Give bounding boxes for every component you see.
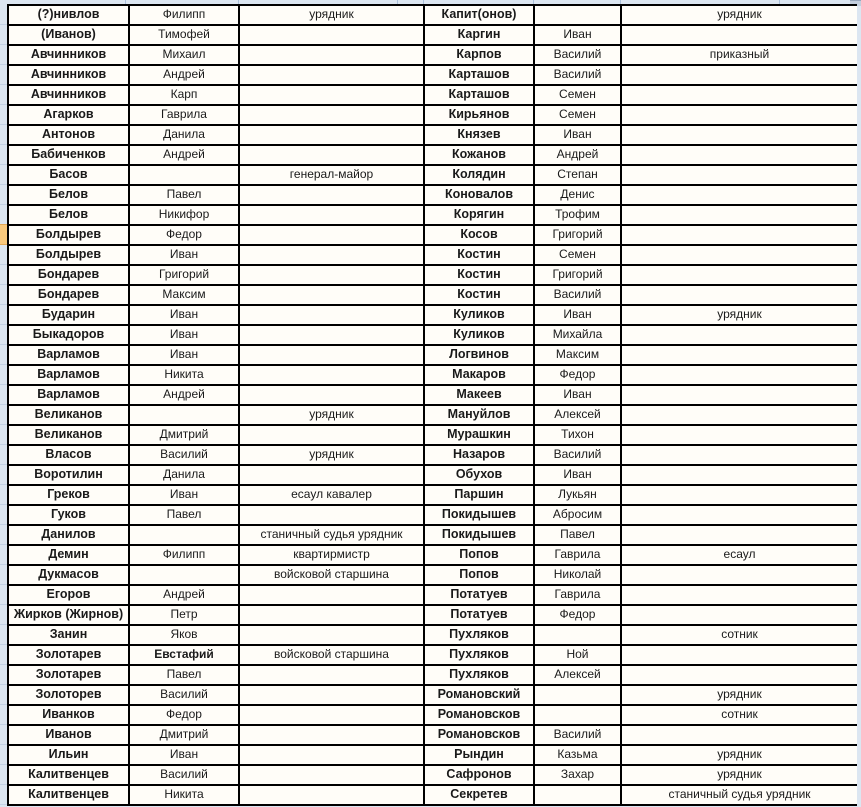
- surname-right-cell[interactable]: Карташов: [423, 64, 533, 84]
- surname-left-cell[interactable]: Агарков: [7, 104, 128, 124]
- firstname-right-cell[interactable]: [533, 784, 620, 804]
- surname-left-cell[interactable]: Калитвенцев: [7, 784, 128, 804]
- surname-left-cell[interactable]: Иванков: [7, 704, 128, 724]
- rank-left-cell[interactable]: [238, 504, 423, 524]
- firstname-left-cell[interactable]: Карп: [128, 84, 238, 104]
- rank-right-cell[interactable]: [620, 284, 857, 304]
- rank-right-cell[interactable]: [620, 264, 857, 284]
- rank-right-cell[interactable]: [620, 24, 857, 44]
- rank-left-cell[interactable]: [238, 604, 423, 624]
- firstname-right-cell[interactable]: Семен: [533, 104, 620, 124]
- surname-right-cell[interactable]: Каргин: [423, 24, 533, 44]
- rank-left-cell[interactable]: [238, 144, 423, 164]
- left-margin-strip: [0, 0, 7, 807]
- firstname-left-cell[interactable]: Евстафий: [128, 644, 238, 664]
- surname-left-cell[interactable]: Бондарев: [7, 264, 128, 284]
- firstname-right-cell[interactable]: [533, 704, 620, 724]
- firstname-right-cell[interactable]: Иван: [533, 304, 620, 324]
- rank-left-cell[interactable]: [238, 204, 423, 224]
- rank-right-cell[interactable]: [620, 144, 857, 164]
- firstname-left-cell[interactable]: Андрей: [128, 144, 238, 164]
- rank-left-cell[interactable]: [238, 724, 423, 744]
- gridline-tick: [620, 0, 621, 4]
- firstname-left-cell[interactable]: Андрей: [128, 384, 238, 404]
- firstname-right-cell[interactable]: Михайла: [533, 324, 620, 344]
- firstname-right-cell[interactable]: Абросим: [533, 504, 620, 524]
- surname-right-cell[interactable]: Пухляков: [423, 644, 533, 664]
- surname-left-cell[interactable]: Болдырев: [7, 224, 128, 244]
- surname-right-cell[interactable]: Паршин: [423, 484, 533, 504]
- firstname-right-cell[interactable]: Тихон: [533, 424, 620, 444]
- rank-left-cell[interactable]: [238, 284, 423, 304]
- surname-right-cell[interactable]: Макеев: [423, 384, 533, 404]
- surname-right-cell[interactable]: Логвинов: [423, 344, 533, 364]
- firstname-left-cell[interactable]: Тимофей: [128, 24, 238, 44]
- surname-right-cell[interactable]: Попов: [423, 564, 533, 584]
- firstname-left-cell[interactable]: Федор: [128, 224, 238, 244]
- surname-left-cell[interactable]: Авчинников: [7, 84, 128, 104]
- firstname-right-cell[interactable]: Семен: [533, 244, 620, 264]
- surname-left-cell[interactable]: Ильин: [7, 744, 128, 764]
- firstname-left-cell[interactable]: Яков: [128, 624, 238, 644]
- firstname-right-cell[interactable]: Алексей: [533, 664, 620, 684]
- rank-right-cell[interactable]: [620, 384, 857, 404]
- firstname-left-cell[interactable]: Григорий: [128, 264, 238, 284]
- firstname-right-cell[interactable]: [533, 684, 620, 704]
- rank-left-cell[interactable]: [238, 224, 423, 244]
- surname-right-cell[interactable]: Романовсков: [423, 724, 533, 744]
- firstname-left-cell[interactable]: Филипп: [128, 544, 238, 564]
- surname-left-cell[interactable]: Егоров: [7, 584, 128, 604]
- rank-left-cell[interactable]: [238, 364, 423, 384]
- firstname-left-cell[interactable]: Василий: [128, 764, 238, 784]
- surname-left-cell[interactable]: Варламов: [7, 344, 128, 364]
- surname-right-cell[interactable]: Куликов: [423, 304, 533, 324]
- rank-right-cell[interactable]: [620, 644, 857, 664]
- rank-left-cell[interactable]: [238, 344, 423, 364]
- firstname-left-cell[interactable]: Иван: [128, 344, 238, 364]
- firstname-right-cell[interactable]: Василий: [533, 444, 620, 464]
- firstname-right-cell[interactable]: Григорий: [533, 224, 620, 244]
- rank-left-cell[interactable]: [238, 384, 423, 404]
- gridline-tick: [533, 0, 534, 4]
- firstname-left-cell[interactable]: Филипп: [128, 4, 238, 24]
- surname-left-cell[interactable]: Иванов: [7, 724, 128, 744]
- rank-right-cell[interactable]: [620, 244, 857, 264]
- firstname-left-cell[interactable]: Иван: [128, 744, 238, 764]
- surname-left-cell[interactable]: Золоторев: [7, 684, 128, 704]
- surname-right-cell[interactable]: Карташов: [423, 84, 533, 104]
- firstname-right-cell[interactable]: Иван: [533, 384, 620, 404]
- surname-right-cell[interactable]: Кожанов: [423, 144, 533, 164]
- surname-right-cell[interactable]: Косов: [423, 224, 533, 244]
- firstname-right-cell[interactable]: Василий: [533, 64, 620, 84]
- rank-right-cell[interactable]: [620, 224, 857, 244]
- surname-left-cell[interactable]: Белов: [7, 204, 128, 224]
- rank-right-cell[interactable]: [620, 164, 857, 184]
- surname-left-cell[interactable]: Антонов: [7, 124, 128, 144]
- surname-right-cell[interactable]: Романовский: [423, 684, 533, 704]
- firstname-left-cell[interactable]: Андрей: [128, 584, 238, 604]
- surname-right-cell[interactable]: Потатуев: [423, 604, 533, 624]
- rank-left-cell[interactable]: урядник: [238, 404, 423, 424]
- firstname-right-cell[interactable]: [533, 4, 620, 24]
- rank-right-cell[interactable]: [620, 184, 857, 204]
- surname-left-cell[interactable]: Демин: [7, 544, 128, 564]
- firstname-left-cell[interactable]: Дмитрий: [128, 724, 238, 744]
- rank-left-cell[interactable]: [238, 424, 423, 444]
- rank-right-cell[interactable]: сотник: [620, 704, 857, 724]
- rank-right-cell[interactable]: [620, 124, 857, 144]
- rank-right-cell[interactable]: [620, 404, 857, 424]
- rank-right-cell[interactable]: [620, 444, 857, 464]
- firstname-left-cell[interactable]: Никифор: [128, 204, 238, 224]
- firstname-left-cell[interactable]: Гаврила: [128, 104, 238, 124]
- rank-right-cell[interactable]: есаул: [620, 544, 857, 564]
- surname-left-cell[interactable]: (Иванов): [7, 24, 128, 44]
- firstname-right-cell[interactable]: Трофим: [533, 204, 620, 224]
- surname-left-cell[interactable]: Басов: [7, 164, 128, 184]
- gridline-tick: [423, 0, 424, 4]
- surname-right-cell[interactable]: Макаров: [423, 364, 533, 384]
- firstname-right-cell[interactable]: Федор: [533, 604, 620, 624]
- rank-left-cell[interactable]: [238, 84, 423, 104]
- firstname-right-cell[interactable]: Ной: [533, 644, 620, 664]
- surname-right-cell[interactable]: Покидышев: [423, 504, 533, 524]
- rank-left-cell[interactable]: [238, 184, 423, 204]
- firstname-left-cell[interactable]: Данила: [128, 464, 238, 484]
- surname-left-cell[interactable]: Власов: [7, 444, 128, 464]
- firstname-left-cell[interactable]: Максим: [128, 284, 238, 304]
- firstname-right-cell[interactable]: Иван: [533, 24, 620, 44]
- firstname-left-cell[interactable]: Данила: [128, 124, 238, 144]
- rank-left-cell[interactable]: [238, 624, 423, 644]
- firstname-right-cell[interactable]: Григорий: [533, 264, 620, 284]
- firstname-left-cell[interactable]: Иван: [128, 244, 238, 264]
- rank-right-cell[interactable]: [620, 104, 857, 124]
- rank-right-cell[interactable]: [620, 64, 857, 84]
- surname-left-cell[interactable]: Гуков: [7, 504, 128, 524]
- surname-right-cell[interactable]: Костин: [423, 244, 533, 264]
- surname-left-cell[interactable]: Воротилин: [7, 464, 128, 484]
- firstname-right-cell[interactable]: Алексей: [533, 404, 620, 424]
- surname-right-cell[interactable]: Попов: [423, 544, 533, 564]
- surname-right-cell[interactable]: Мурашкин: [423, 424, 533, 444]
- firstname-left-cell[interactable]: Иван: [128, 324, 238, 344]
- firstname-right-cell[interactable]: Василий: [533, 724, 620, 744]
- surname-right-cell[interactable]: Сафронов: [423, 764, 533, 784]
- rank-right-cell[interactable]: сотник: [620, 624, 857, 644]
- rank-left-cell[interactable]: [238, 24, 423, 44]
- surname-right-cell[interactable]: Мануйлов: [423, 404, 533, 424]
- firstname-right-cell[interactable]: Василий: [533, 284, 620, 304]
- rank-right-cell[interactable]: [620, 344, 857, 364]
- surname-left-cell[interactable]: Золотарев: [7, 664, 128, 684]
- rank-left-cell[interactable]: [238, 44, 423, 64]
- surname-left-cell[interactable]: Дукмасов: [7, 564, 128, 584]
- surname-left-cell[interactable]: Авчинников: [7, 44, 128, 64]
- rank-left-cell[interactable]: [238, 704, 423, 724]
- firstname-right-cell[interactable]: Захар: [533, 764, 620, 784]
- surname-left-cell[interactable]: Варламов: [7, 384, 128, 404]
- surname-right-cell[interactable]: Секретев: [423, 784, 533, 804]
- rank-left-cell[interactable]: [238, 324, 423, 344]
- firstname-left-cell[interactable]: Михаил: [128, 44, 238, 64]
- rank-left-cell[interactable]: генерал-майор: [238, 164, 423, 184]
- firstname-right-cell[interactable]: Гаврила: [533, 584, 620, 604]
- rank-right-cell[interactable]: урядник: [620, 684, 857, 704]
- firstname-left-cell[interactable]: Василий: [128, 684, 238, 704]
- firstname-left-cell[interactable]: Дмитрий: [128, 424, 238, 444]
- surname-left-cell[interactable]: Варламов: [7, 364, 128, 384]
- surname-right-cell[interactable]: Покидышев: [423, 524, 533, 544]
- rank-left-cell[interactable]: [238, 464, 423, 484]
- firstname-left-cell[interactable]: Павел: [128, 504, 238, 524]
- gridline-tick: [238, 0, 239, 4]
- firstname-left-cell[interactable]: Иван: [128, 484, 238, 504]
- rank-left-cell[interactable]: войсковой старшина: [238, 564, 423, 584]
- firstname-left-cell[interactable]: Никита: [128, 364, 238, 384]
- firstname-right-cell[interactable]: Иван: [533, 124, 620, 144]
- gridline-tick: [779, 0, 780, 4]
- rank-left-cell[interactable]: урядник: [238, 444, 423, 464]
- rank-right-cell[interactable]: урядник: [620, 744, 857, 764]
- rank-right-cell[interactable]: урядник: [620, 764, 857, 784]
- firstname-right-cell[interactable]: [533, 624, 620, 644]
- names-table: [7, 4, 857, 806]
- surname-left-cell[interactable]: Белов: [7, 184, 128, 204]
- firstname-right-cell[interactable]: Василий: [533, 44, 620, 64]
- surname-left-cell[interactable]: Калитвенцев: [7, 764, 128, 784]
- rank-left-cell[interactable]: [238, 584, 423, 604]
- surname-right-cell[interactable]: Костин: [423, 264, 533, 284]
- rank-right-cell[interactable]: [620, 504, 857, 524]
- surname-left-cell[interactable]: Великанов: [7, 404, 128, 424]
- surname-left-cell[interactable]: (?)нивлов: [7, 4, 128, 24]
- firstname-left-cell[interactable]: Федор: [128, 704, 238, 724]
- rank-right-cell[interactable]: приказный: [620, 44, 857, 64]
- surname-right-cell[interactable]: Рындин: [423, 744, 533, 764]
- rank-right-cell[interactable]: [620, 204, 857, 224]
- firstname-right-cell[interactable]: Николай: [533, 564, 620, 584]
- rank-right-cell[interactable]: [620, 724, 857, 744]
- surname-right-cell[interactable]: Князев: [423, 124, 533, 144]
- firstname-right-cell[interactable]: Денис: [533, 184, 620, 204]
- rank-left-cell[interactable]: [238, 264, 423, 284]
- surname-left-cell[interactable]: Данилов: [7, 524, 128, 544]
- firstname-left-cell[interactable]: Василий: [128, 444, 238, 464]
- rank-right-cell[interactable]: [620, 664, 857, 684]
- surname-left-cell[interactable]: Греков: [7, 484, 128, 504]
- rank-left-cell[interactable]: [238, 124, 423, 144]
- firstname-right-cell[interactable]: Лукьян: [533, 484, 620, 504]
- surname-left-cell[interactable]: Великанов: [7, 424, 128, 444]
- gridline-tick: [125, 0, 126, 4]
- rank-left-cell[interactable]: [238, 684, 423, 704]
- surname-left-cell[interactable]: Золотарев: [7, 644, 128, 664]
- surname-right-cell[interactable]: Пухляков: [423, 664, 533, 684]
- surname-left-cell[interactable]: Быкадоров: [7, 324, 128, 344]
- firstname-left-cell[interactable]: Павел: [128, 664, 238, 684]
- firstname-left-cell[interactable]: Никита: [128, 784, 238, 804]
- surname-right-cell[interactable]: Романовсков: [423, 704, 533, 724]
- surname-right-cell[interactable]: Карпов: [423, 44, 533, 64]
- surname-left-cell[interactable]: Болдырев: [7, 244, 128, 264]
- surname-right-cell[interactable]: Коновалов: [423, 184, 533, 204]
- rank-right-cell[interactable]: [620, 524, 857, 544]
- firstname-left-cell[interactable]: Андрей: [128, 64, 238, 84]
- firstname-left-cell[interactable]: [128, 404, 238, 424]
- rank-left-cell[interactable]: квартирмистр: [238, 544, 423, 564]
- firstname-left-cell[interactable]: Иван: [128, 304, 238, 324]
- firstname-right-cell[interactable]: Семен: [533, 84, 620, 104]
- rank-right-cell[interactable]: [620, 324, 857, 344]
- rank-right-cell[interactable]: станичный судья урядник: [620, 784, 857, 804]
- rank-left-cell[interactable]: [238, 764, 423, 784]
- firstname-left-cell[interactable]: Петр: [128, 604, 238, 624]
- rank-right-cell[interactable]: урядник: [620, 304, 857, 324]
- rank-left-cell[interactable]: станичный судья урядник: [238, 524, 423, 544]
- surname-right-cell[interactable]: Куликов: [423, 324, 533, 344]
- rank-left-cell[interactable]: войсковой старшина: [238, 644, 423, 664]
- firstname-right-cell[interactable]: Гаврила: [533, 544, 620, 564]
- surname-left-cell[interactable]: Жирков (Жирнов): [7, 604, 128, 624]
- firstname-right-cell[interactable]: Федор: [533, 364, 620, 384]
- firstname-right-cell[interactable]: Степан: [533, 164, 620, 184]
- surname-right-cell[interactable]: Колядин: [423, 164, 533, 184]
- surname-right-cell[interactable]: Обухов: [423, 464, 533, 484]
- surname-right-cell[interactable]: Пухляков: [423, 624, 533, 644]
- surname-right-cell[interactable]: Кирьянов: [423, 104, 533, 124]
- surname-right-cell[interactable]: Капит(онов): [423, 4, 533, 24]
- firstname-left-cell[interactable]: Павел: [128, 184, 238, 204]
- rank-left-cell[interactable]: [238, 244, 423, 264]
- firstname-left-cell[interactable]: [128, 524, 238, 544]
- rank-right-cell[interactable]: урядник: [620, 4, 857, 24]
- surname-right-cell[interactable]: Корягин: [423, 204, 533, 224]
- surname-right-cell[interactable]: Костин: [423, 284, 533, 304]
- rank-left-cell[interactable]: есаул кавалер: [238, 484, 423, 504]
- rank-right-cell[interactable]: [620, 364, 857, 384]
- rank-left-cell[interactable]: [238, 784, 423, 804]
- surname-left-cell[interactable]: Бабиченков: [7, 144, 128, 164]
- rank-right-cell[interactable]: [620, 424, 857, 444]
- rank-right-cell[interactable]: [620, 604, 857, 624]
- rank-left-cell[interactable]: [238, 304, 423, 324]
- rank-right-cell[interactable]: [620, 564, 857, 584]
- surname-left-cell[interactable]: Авчинников: [7, 64, 128, 84]
- rank-left-cell[interactable]: урядник: [238, 4, 423, 24]
- surname-left-cell[interactable]: Бударин: [7, 304, 128, 324]
- firstname-right-cell[interactable]: Павел: [533, 524, 620, 544]
- rank-right-cell[interactable]: [620, 484, 857, 504]
- gridline-tick: [397, 0, 398, 4]
- surname-right-cell[interactable]: Назаров: [423, 444, 533, 464]
- firstname-left-cell[interactable]: [128, 164, 238, 184]
- rank-right-cell[interactable]: [620, 84, 857, 104]
- firstname-right-cell[interactable]: Андрей: [533, 144, 620, 164]
- surname-left-cell[interactable]: Занин: [7, 624, 128, 644]
- surname-left-cell[interactable]: Бондарев: [7, 284, 128, 304]
- rank-left-cell[interactable]: [238, 64, 423, 84]
- rank-right-cell[interactable]: [620, 464, 857, 484]
- rank-left-cell[interactable]: [238, 664, 423, 684]
- firstname-right-cell[interactable]: Максим: [533, 344, 620, 364]
- highlighted-row-marker: [0, 224, 7, 245]
- rank-left-cell[interactable]: [238, 744, 423, 764]
- firstname-right-cell[interactable]: Иван: [533, 464, 620, 484]
- surname-right-cell[interactable]: Потатуев: [423, 584, 533, 604]
- firstname-left-cell[interactable]: [128, 564, 238, 584]
- firstname-right-cell[interactable]: Казьма: [533, 744, 620, 764]
- rank-left-cell[interactable]: [238, 104, 423, 124]
- rank-right-cell[interactable]: [620, 584, 857, 604]
